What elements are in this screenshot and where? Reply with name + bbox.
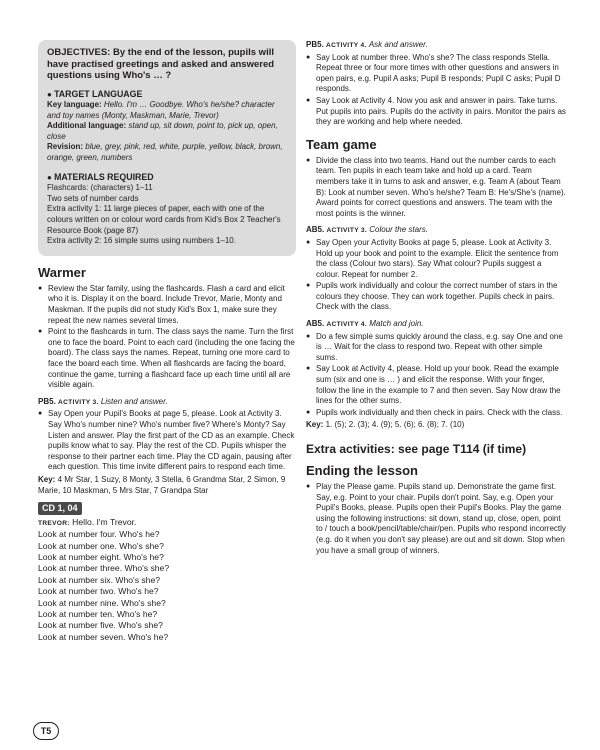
activity-number: ACTIVITY 4. — [326, 42, 367, 49]
script-line: Look at number four. Who's he? — [38, 529, 160, 540]
script-line: Look at number two. Who's he? — [38, 586, 159, 597]
page-number: T5 — [33, 722, 59, 740]
list-item: ● Pupils work individually and colour the correct number of stars in the colours they choose. They can work together. Pupils check in pairs. Check with the class. — [306, 281, 566, 313]
list-item: ● Say Look at number three. Who's she? The class responds Stella. Repeat three or four more times with other questions and answers in open pairs, e.g. Pupil A asks; Pupil B responds; Pupil C asks; Pupil D responds. — [306, 53, 566, 95]
ab5-activity-4-key: Key: 1. (5); 2. (3); 4. (9); 5. (6); 6. (8); 7. (10) — [306, 420, 465, 430]
activity-prefix: PB5. — [306, 40, 324, 49]
materials-item: Extra activity 1: 11 large pieces of paper, each with one of the colours written on or colour word cards from Kid's Box 2 Teacher's Resource Book (page 87) — [47, 204, 281, 235]
script-line: Look at number three. Who's she? — [38, 563, 170, 574]
activity-title: Ask and answer. — [368, 40, 428, 49]
cd-track-badge: CD 1, 04 — [38, 502, 82, 515]
ending-heading: Ending the lesson — [306, 463, 418, 478]
list-item: ● Do a few simple sums quickly around the class, e.g. say One and one is … Wait for the class to respond two. Repeat with other simple sums. — [306, 332, 566, 364]
script-line: Look at number one. Who's she? — [38, 540, 164, 551]
script-line: Look at number ten. Who's he? — [38, 608, 158, 619]
objectives-text: By the end of the lesson, pupils will have practised greetings and asked and answered questions using Who's … ? — [47, 47, 275, 81]
key-language: Key language: Hello. I'm … Goodbye. Who's he/she? character and toy names (Monty, Maskman, Marie, Trevor) — [47, 100, 275, 120]
activity-prefix: AB5. — [306, 319, 325, 329]
pb5-activity-3-list — [38, 409, 296, 473]
activity-prefix: PB5. — [38, 396, 56, 406]
revision-language: Revision: blue, grey, pink, red, white, purple, yellow, black, brown, orange, green, numbers — [47, 142, 283, 163]
list-item: ● Play the Please game. Pupils stand up. Demonstrate the game first. Say, e.g. Point to your chair. Pupils don't point. Say, e.g. Open your Pupil's Books, please. Pupils open their Pupil's Books. Play the game using the following instructions: sit down, stand up, close, open, point to / touch a book/pencil/table/chair/pen. Pupils who respond incorrectly (e.g. do it when you don't say please) are out and sit down. Stop when you have a small group of winners. — [306, 482, 566, 556]
pb5-activity-3-key: Key: 4 Mr Star, 1 Suzy, 8 Monty, 3 Stella, 6 Grandma Star, 2 Simon, 9 Marie, 10 Maskman, 5 Mrs Star, 7 Grandpa Star — [38, 474, 286, 495]
materials-item: Two sets of number cards — [47, 193, 139, 203]
ab5-activity-4-list — [306, 332, 566, 419]
list-item: ● Say Look at Activity 4. Now you ask and answer in pairs. Take turns. Put pupils into pairs. Pupils do the activity in pairs. Monitor the pairs as they are working and help where needed. — [306, 96, 566, 128]
activity-number: ACTIVITY 4. — [326, 321, 368, 329]
list-item: ● Pupils work individually and then check in pairs. Check with the class. — [306, 408, 566, 419]
left-column — [38, 38, 296, 643]
team-game-heading: Team game — [306, 136, 377, 152]
target-language-heading: ● TARGET LANGUAGE — [47, 88, 143, 99]
script-line: TREVOR: Hello. I'm Trevor. — [38, 516, 137, 527]
cd-script — [38, 517, 296, 643]
pb5-activity-3 — [38, 397, 296, 409]
list-item: ● Say Open your Activity Books at page 5, please. Look at Activity 3. Hold up your book and point to the example. Elicit the sentence from the class (Colour two stars). Say What colour? Pupils suggest a colour. Repeat for number 2. — [306, 238, 566, 280]
right-column — [306, 38, 566, 557]
materials-item: Extra activity 2: 16 simple sums using numbers 1–10. — [47, 236, 236, 246]
objectives-intro — [47, 47, 287, 82]
activity-title: Colour the stars. — [369, 225, 428, 235]
materials-item: Flashcards: (characters) 1–11 — [47, 183, 153, 193]
script-line: Look at number five. Who's she? — [38, 620, 163, 631]
activity-title: Match and join. — [369, 319, 424, 329]
script-line: Look at number six. Who's she? — [38, 574, 161, 585]
ab5-activity-3 — [306, 225, 566, 237]
warmer-heading: Warmer — [38, 264, 86, 280]
script-line: Look at number eight. Who's he? — [38, 551, 164, 562]
list-item: ● Divide the class into two teams. Hand out the number cards to each team. Ten pupils in each team take and hold up a card. Team members take it in turns to ask and answer, e.g. Team A (about Team B): Look at number seven. Who's he/she? Team B: He's/She's (name). Award points for correct questions and answers. The team with the most points is the winner. — [306, 156, 566, 220]
warmer-list — [38, 284, 296, 391]
activity-title: Listen and answer. — [100, 396, 168, 406]
ending-list — [306, 482, 566, 556]
additional-language: Additional language: stand up, sit down, point to, pick up, open, close — [47, 121, 278, 141]
list-item: ● Point to the flashcards in turn. The class says the name. Turn the first one to face the board. Point to each card (including the one facing the board). The class says the names. Repeat, turning one more card to face the board each time. When all flashcards are facing the board, continue the game, turning a flashcard face up each time until all are visible again. — [38, 327, 296, 391]
activity-number: ACTIVITY 3. — [326, 227, 368, 235]
ab5-activity-4 — [306, 319, 566, 331]
pb5-activity-4-list — [306, 53, 566, 128]
list-item: ● Say Look at Activity 4, please. Hold up your book. Read the example sum (six and one is … ) and elicit the response. With your finger, follow the line in the example to 7 and then seven. Say Now draw the lines for the other sums. — [306, 364, 566, 406]
list-item: ● Say Open your Pupil's Books at page 5, please. Look at Activity 3. Say Who's number nine? Who's number five? Where's Monty? Say Listen and answer. Play the first part of the CD as an example. Check pupils know what to say. Play the rest of the CD. Pupils whisper the response to their partner each time. Play the CD again, pausing after each question. This time invite different pairs to respond each time. — [38, 409, 296, 473]
script-line: Look at number nine. Who's she? — [38, 597, 166, 608]
team-game-list — [306, 156, 566, 220]
activity-prefix: AB5. — [306, 225, 325, 235]
objectives-label: OBJECTIVES: — [47, 47, 111, 58]
script-line: Look at number seven. Who's he? — [38, 631, 169, 642]
pb5-activity-4 — [306, 40, 566, 52]
activity-number: ACTIVITY 3. — [58, 398, 99, 406]
objectives-box — [38, 40, 296, 256]
materials-heading: ● MATERIALS REQUIRED — [47, 171, 154, 182]
list-item: ● Review the Star family, using the flashcards. Flash a card and elicit who it is. Display it on the board. Include Trevor, Marie, Monty and Maskman. If the pupils did not study Kid's Box 1, make sure they repeat the new names several times. — [38, 284, 296, 326]
extra-activities-heading: Extra activities: see page T114 (if time) — [306, 442, 527, 456]
ab5-activity-3-list — [306, 238, 566, 313]
